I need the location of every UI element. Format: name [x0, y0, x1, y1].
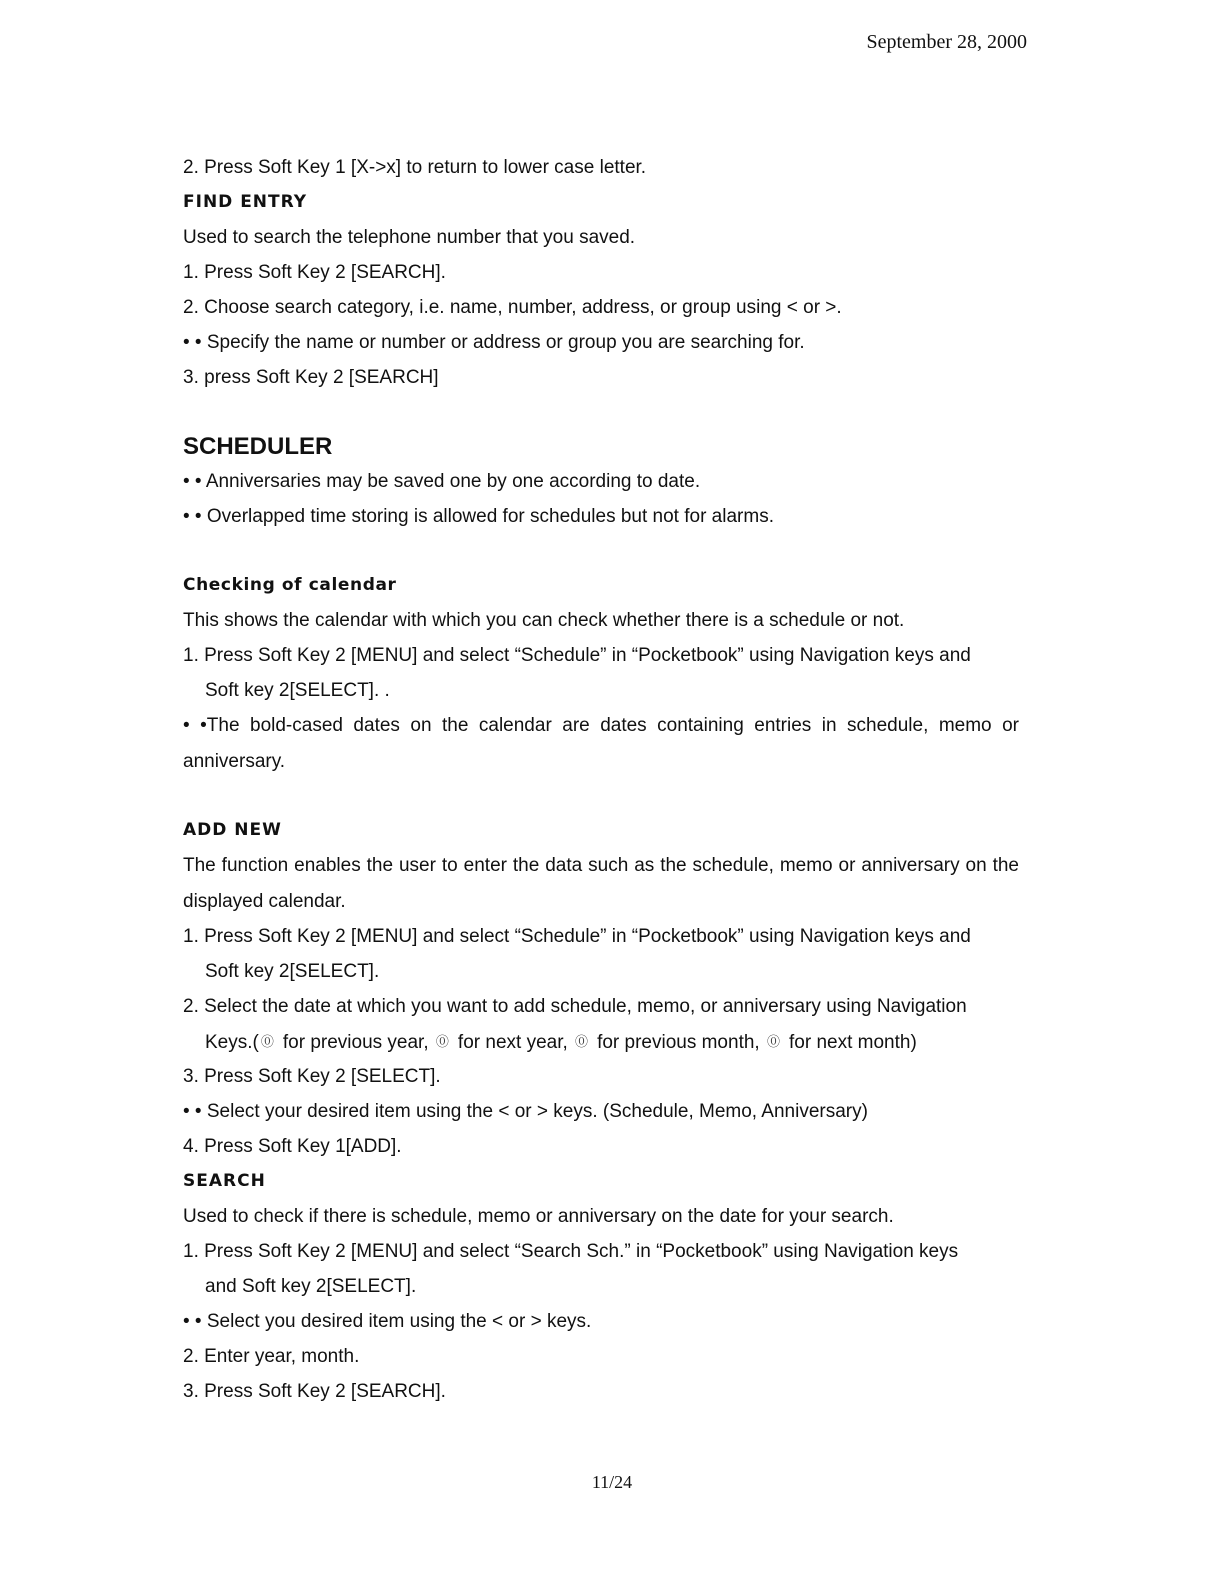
- page-content: [183, 150, 1019, 1409]
- checking-calendar-intro: This shows the calendar with which you can check whether there is a schedule or not.: [183, 610, 905, 631]
- page-number: 11/24: [591, 1472, 633, 1492]
- scheduler-bullet-1: • • Anniversaries may be saved one by one according to date.: [183, 471, 701, 492]
- find-entry-pre-step: 2. Press Soft Key 1 [X->x] to return to lower case letter.: [183, 157, 647, 178]
- find-entry-step-3: 3. press Soft Key 2 [SEARCH]: [183, 367, 439, 388]
- add-new-step-2: 2. Select the date at which you want to add schedule, memo, or anniversary using Navigation: [183, 996, 967, 1017]
- nav-key-right-icon: ⓪: [766, 1034, 780, 1049]
- add-new-step-4: 4. Press Soft Key 1[ADD].: [183, 1136, 402, 1157]
- search-step-3: 3. Press Soft Key 2 [SEARCH].: [183, 1381, 446, 1402]
- spacer: [183, 534, 1019, 568]
- search-step-1-cont: and Soft key 2[SELECT].: [205, 1276, 417, 1297]
- find-entry-heading: FIND ENTRY: [183, 192, 308, 212]
- header-date: September 28, 2000: [866, 31, 1027, 53]
- nav-key-up-icon: ⓪: [260, 1034, 274, 1049]
- add-new-prev-year-text: for previous year,: [282, 1032, 429, 1053]
- search-heading: SEARCH: [183, 1171, 266, 1191]
- add-new-next-month-text: for next month): [789, 1032, 917, 1053]
- add-new-step-2-cont: [183, 1024, 1019, 1059]
- find-entry-intro: Used to search the telephone number that you saved.: [183, 227, 636, 248]
- checking-calendar-heading: Checking of calendar: [183, 575, 397, 595]
- checking-calendar-step-1: 1. Press Soft Key 2 [MENU] and select “Schedule” in “Pocketbook” using Navigation keys and: [183, 645, 971, 666]
- add-new-keys-text: Keys.(: [205, 1032, 259, 1053]
- checking-calendar-step-1-cont: Soft key 2[SELECT]. .: [205, 680, 390, 701]
- add-new-step-1: 1. Press Soft Key 2 [MENU] and select “Schedule” in “Pocketbook” using Navigation keys and: [183, 926, 971, 947]
- find-entry-step-2: 2. Choose search category, i.e. name, number, address, or group using < or >.: [183, 297, 842, 318]
- search-step-2: 2. Enter year, month.: [183, 1346, 360, 1367]
- scheduler-bullet-2: • • Overlapped time storing is allowed for schedules but not for alarms.: [183, 506, 774, 527]
- add-new-step-1-cont: Soft key 2[SELECT].: [205, 961, 380, 982]
- add-new-bullet-1: • • Select your desired item using the < or > keys. (Schedule, Memo, Anniversary): [183, 1101, 868, 1122]
- checking-calendar-bullet-1: • •The bold-cased dates on the calendar are dates containing entries in schedule, memo or anniversary.: [183, 715, 1019, 772]
- search-step-1: 1. Press Soft Key 2 [MENU] and select “Search Sch.” in “Pocketbook” using Navigation keys: [183, 1241, 959, 1262]
- find-entry-step-1: 1. Press Soft Key 2 [SEARCH].: [183, 262, 446, 283]
- find-entry-bullet-1: • • Specify the name or number or address or group you are searching for.: [183, 332, 805, 353]
- add-new-heading: ADD NEW: [183, 820, 282, 840]
- nav-key-left-icon: ⓪: [575, 1034, 589, 1049]
- spacer: [183, 779, 1019, 813]
- nav-key-down-icon: ⓪: [435, 1034, 449, 1049]
- scheduler-heading: SCHEDULER: [183, 433, 333, 460]
- spacer: [183, 395, 1019, 429]
- add-new-intro: The function enables the user to enter the data such as the schedule, memo or anniversary on the displayed calendar.: [183, 855, 1019, 912]
- search-bullet-1: • • Select you desired item using the < or > keys.: [183, 1311, 592, 1332]
- search-intro: Used to check if there is schedule, memo or anniversary on the date for your search.: [183, 1206, 894, 1227]
- add-new-step-3: 3. Press Soft Key 2 [SELECT].: [183, 1066, 441, 1087]
- add-new-prev-month-text: for previous month,: [597, 1032, 760, 1053]
- add-new-next-year-text: for next year,: [457, 1032, 568, 1053]
